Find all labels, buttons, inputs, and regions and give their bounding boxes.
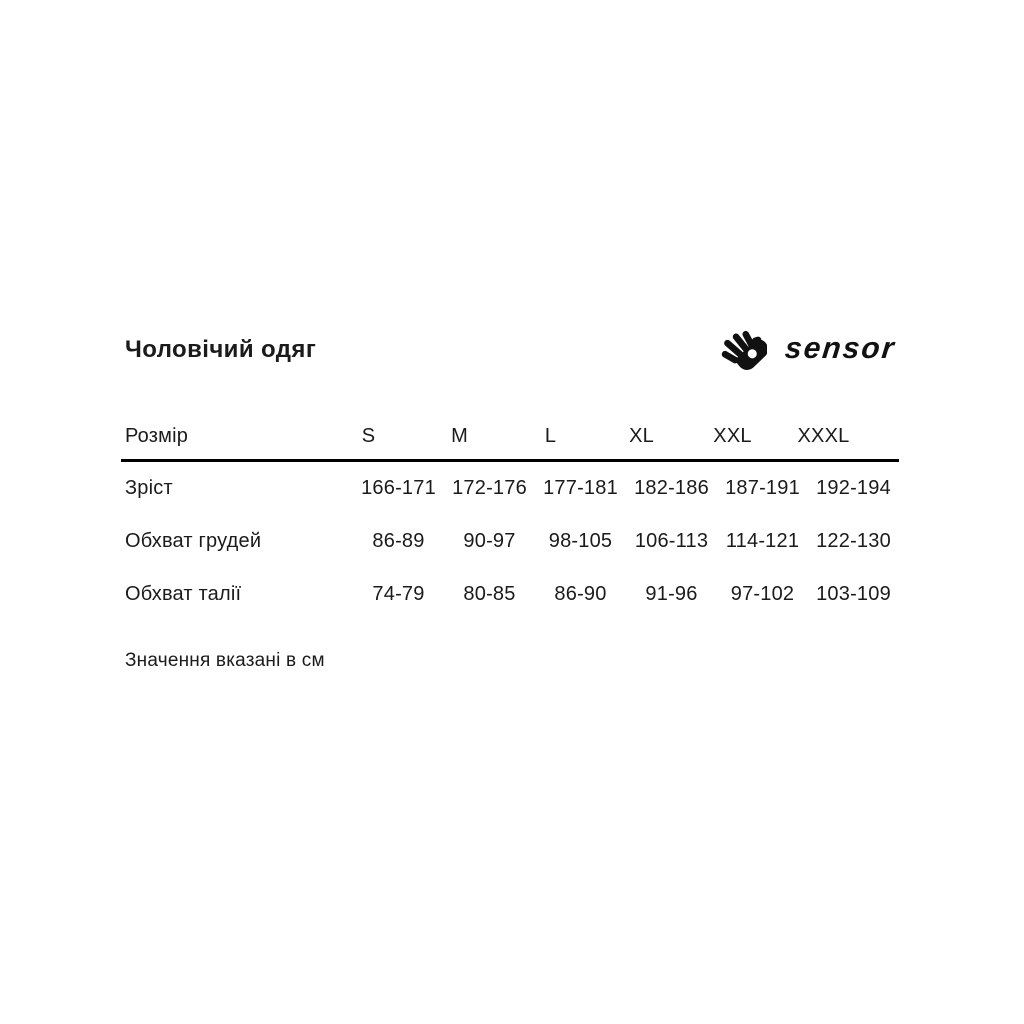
size-value: 106-113 [634,530,709,552]
size-value: 80-85 [463,583,516,605]
column-header-xl: XL [629,425,654,447]
table-row-height [121,462,899,515]
column-header-s: S [361,425,376,447]
size-value: 74-79 [372,583,425,605]
table-row-waist [121,568,899,621]
size-value: 187-191 [725,477,800,499]
size-value: 90-97 [463,530,516,552]
column-header-xxl: XXL [713,425,752,447]
size-value: 192-194 [816,477,891,499]
size-value: 86-89 [372,530,425,552]
size-value: 114-121 [725,530,800,552]
brand-wordmark: sensor [783,332,897,365]
size-value: 177-181 [543,477,618,499]
size-value: 182-186 [634,477,709,499]
brand-logo [720,327,895,374]
size-value: 166-171 [361,477,436,499]
size-table [121,414,899,621]
size-value: 91-96 [645,583,698,605]
row-label: Обхват грудей [125,530,262,552]
page-title: Чоловічий одяг [125,336,317,363]
size-value: 98-105 [548,530,613,552]
size-table-header-row [121,414,899,462]
column-header-m: M [451,425,468,447]
column-header-xxxl: XXXL [797,425,850,447]
sensor-hand-icon [720,327,767,374]
column-header-l: L [544,425,557,447]
column-header-size: Розмір [125,425,189,447]
row-label: Зріст [125,477,173,499]
table-row-chest [121,515,899,568]
size-value: 122-130 [816,530,891,552]
page-header [125,326,895,374]
size-value: 172-176 [452,477,527,499]
size-value: 97-102 [730,583,795,605]
row-label: Обхват талії [125,583,242,605]
size-value: 103-109 [816,583,891,605]
size-value: 86-90 [554,583,607,605]
units-note: Значення вказані в см [125,650,325,671]
